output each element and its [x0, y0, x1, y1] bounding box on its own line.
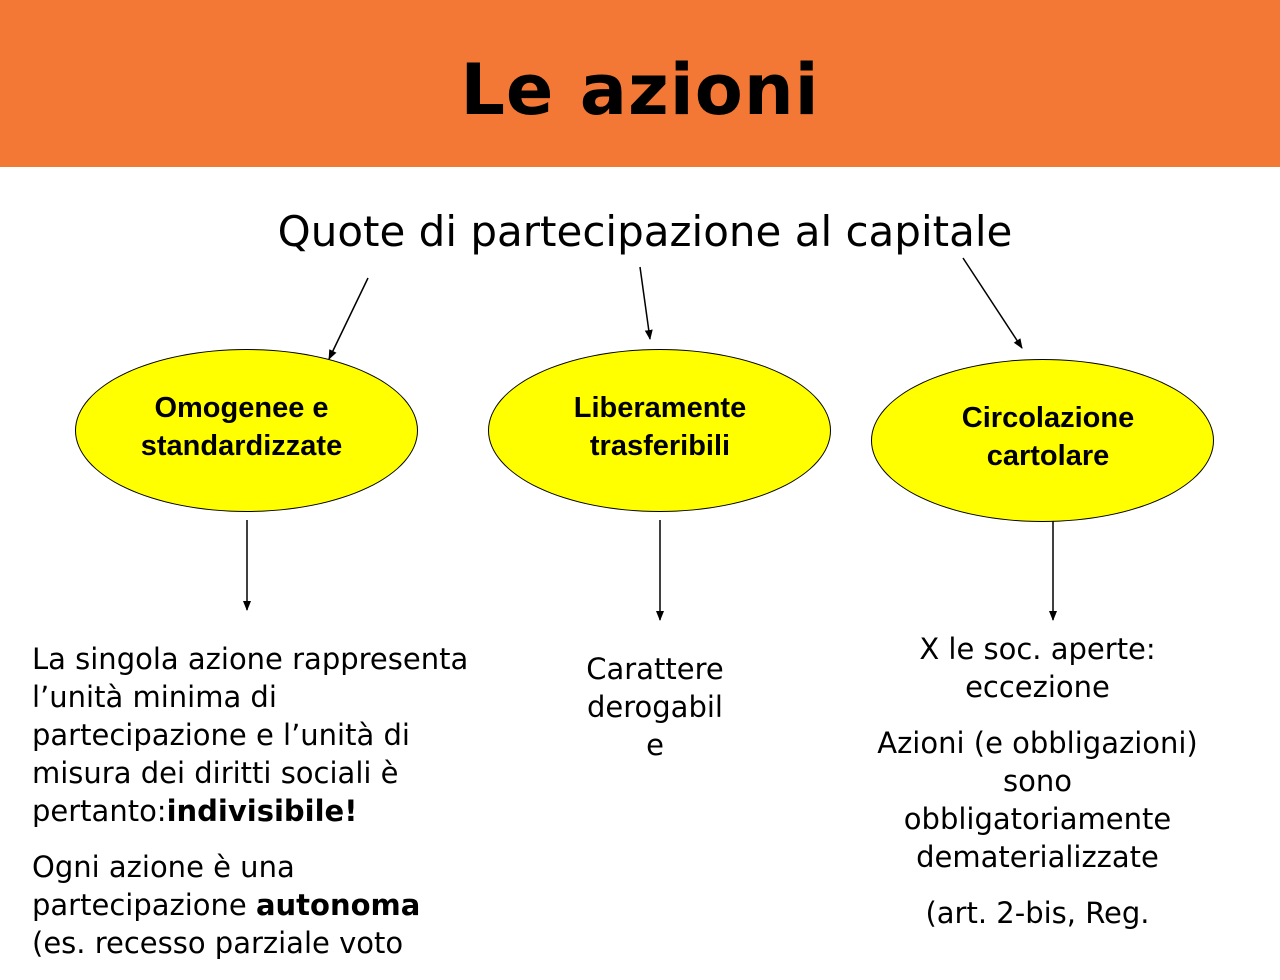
right-p2-line4: dematerializzate [916, 840, 1159, 874]
left-paragraph-2 [32, 848, 552, 962]
node-circolazione-line2: cartolare [986, 440, 1110, 472]
right-p3-line1: (art. 2-bis, Reg. [925, 896, 1150, 930]
root-concept: Quote di partecipazione al capitale [277, 207, 1013, 256]
left-p2-line3: (es. recesso parziale voto [32, 926, 404, 960]
left-p2-line1: Ogni azione è una [32, 850, 295, 884]
right-description [835, 630, 1240, 950]
left-paragraph-1 [32, 640, 552, 830]
left-p1-emphasis: indivisibile! [166, 794, 358, 828]
middle-description [560, 650, 750, 764]
right-paragraph-2 [835, 724, 1240, 876]
right-p1-line2: eccezione [965, 670, 1110, 704]
middle-line2: derogabil [587, 690, 723, 724]
left-p1-line4: misura dei diritti sociali è [32, 756, 399, 790]
node-circolazione-label [893, 399, 1203, 475]
left-p1-line5-prefix: pertanto: [32, 794, 167, 828]
node-liberamente-line1: Liberamente [573, 392, 747, 424]
node-liberamente-line2: trasferibili [589, 430, 731, 462]
right-p2-line2: sono [1003, 764, 1072, 798]
middle-line3: e [646, 728, 664, 762]
left-description [32, 640, 552, 980]
node-omogenee-line1: Omogenee e [154, 392, 329, 424]
node-liberamente-label [510, 389, 810, 465]
arrow-root-to-node-3 [963, 258, 1022, 348]
arrow-root-to-node-1 [329, 278, 368, 359]
right-p2-line1: Azioni (e obbligazioni) [877, 726, 1198, 760]
node-omogenee-label [95, 389, 388, 465]
left-p1-line2: l’unità minima di [32, 680, 277, 714]
right-p2-line3: obbligatoriamente [903, 802, 1172, 836]
arrow-root-to-node-2 [640, 267, 650, 339]
node-circolazione-line1: Circolazione [961, 402, 1135, 434]
slide-title: Le azioni [460, 49, 820, 131]
right-paragraph-1 [835, 630, 1240, 706]
left-p2-emphasis: autonoma [255, 888, 421, 922]
left-p1-line3: partecipazione e l’unità di [32, 718, 410, 752]
node-omogenee-line2: standardizzate [140, 430, 343, 462]
middle-line1: Carattere [586, 652, 724, 686]
left-p1-line1: La singola azione rappresenta [32, 642, 469, 676]
right-p1-line1: X le soc. aperte: [919, 632, 1156, 666]
right-paragraph-3 [835, 894, 1240, 932]
left-p2-line2-prefix: partecipazione [32, 888, 256, 922]
